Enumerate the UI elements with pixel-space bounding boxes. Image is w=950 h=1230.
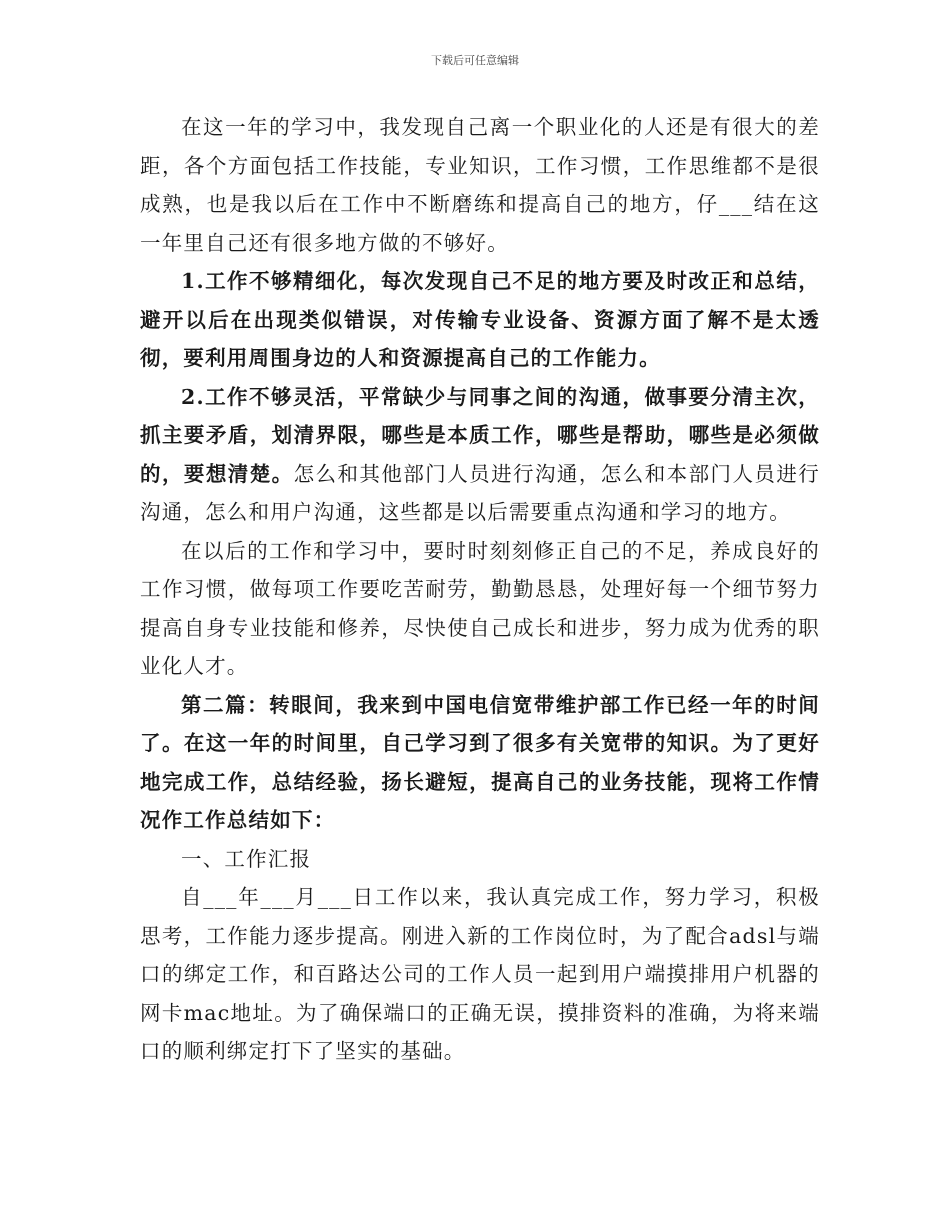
paragraph-point-2 — [140, 378, 820, 532]
paragraph-point-2-bold: 2.工作不够灵活，平常缺少与同事之间的沟通，做事要分清主次，抓主要矛盾，划清界限，哪些是本质工作，哪些是帮助，哪些是必须做的，要想清楚。 — [140, 384, 820, 486]
paragraph-year-review: 在这一年的学习中，我发现自己离一个职业化的人还是有很大的差距，各个方面包括工作技能，专业知识，工作习惯，工作思维都不是很成熟，也是我以后在工作中不断磨练和提高自己的地方，仔___结在这一年里自己还有很多地方做的不够好。 — [140, 115, 820, 255]
page-header-note: 下载后可任意编辑 — [431, 54, 519, 67]
paragraph-point-1: 1.工作不够精细化，每次发现自己不足的地方要及时改正和总结，避开以后在出现类似错误，对传输专业设备、资源方面了解不是太透彻，要利用周围身边的人和资源提高自己的工作能力。 — [140, 269, 820, 370]
paragraph-second-article-intro: 第二篇：转眼间，我来到中国电信宽带维护部工作已经一年的时间了。在这一年的时间里，自己学习到了很多有关宽带的知识。为了更好地完成工作，总结经验，扬长避短，提高自己的业务技能，现将工作情况作工作总结如下： — [140, 692, 820, 832]
paragraph-future-plan: 在以后的工作和学习中，要时时刻刻修正自己的不足，养成良好的工作习惯，做每项工作要吃苦耐劳，勤勤恳恳，处理好每一个细节努力提高自身专业技能和修养，尽快使自己成长和进步，努力成为优秀的职业化人才。 — [140, 538, 820, 678]
document-body — [140, 108, 820, 1071]
paragraph-point-2-normal: 怎么和其他部门人员进行沟通，怎么和本部门人员进行沟通，怎么和用户沟通，这些都是以后需要重点沟通和学习的地方。 — [140, 461, 820, 524]
paragraph-work-report: 自___年___月___日工作以来，我认真完成工作，努力学习，积极思考，工作能力逐步提高。刚进入新的工作岗位时，为了配合adsl与端口的绑定工作，和百路达公司的工作人员一起到用户端摸排用户机器的网卡mac地址。为了确保端口的正确无误，摸排资料的准确，为将来端口的顺利绑定打下了坚实的基础。 — [140, 885, 820, 1063]
section-heading-work-report: 一、工作汇报 — [181, 846, 312, 871]
